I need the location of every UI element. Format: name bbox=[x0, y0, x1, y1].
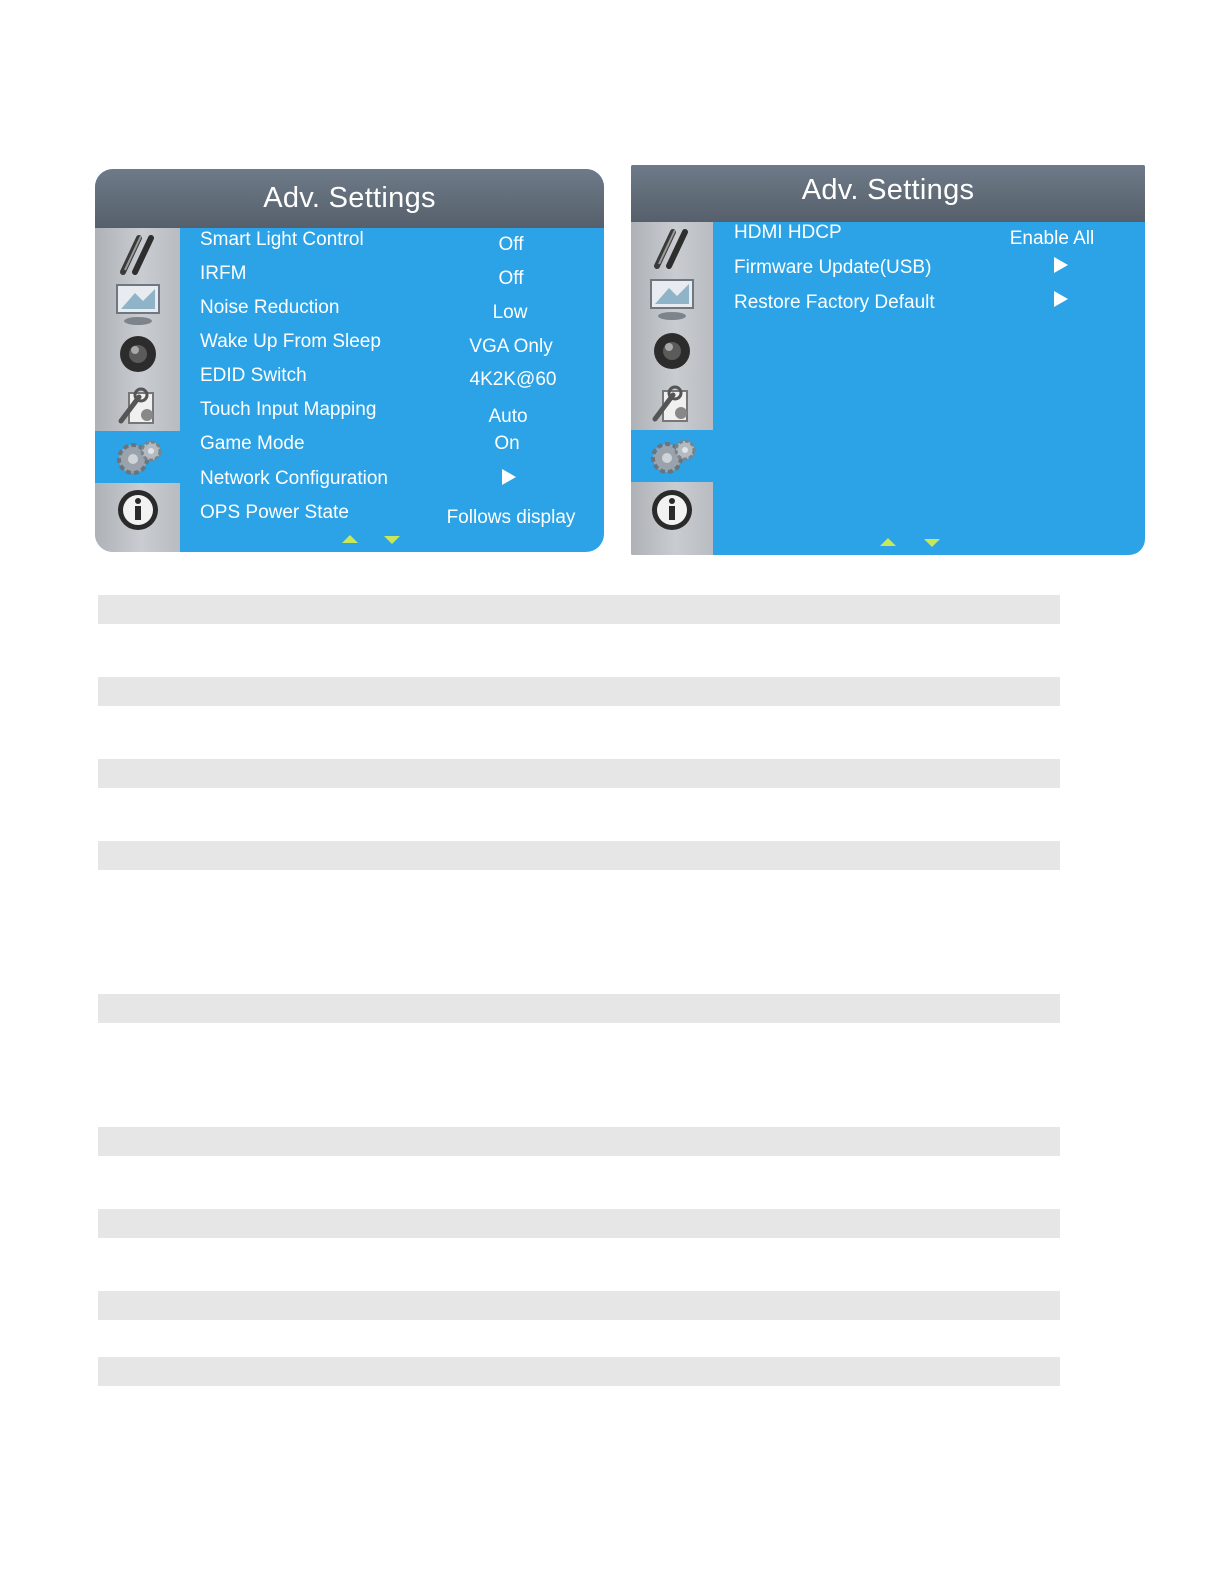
content-bar bbox=[98, 759, 1060, 788]
menu-item-firmware-update-usb[interactable]: Firmware Update(USB) bbox=[734, 257, 932, 278]
menu-value-wake-up-from-sleep: VGA Only bbox=[469, 336, 553, 357]
speaker-icon[interactable] bbox=[95, 328, 180, 380]
menu-item-restore-factory-default[interactable]: Restore Factory Default bbox=[734, 292, 935, 313]
menu-item-wake-up-from-sleep[interactable]: Wake Up From Sleep bbox=[200, 331, 381, 352]
info-icon[interactable] bbox=[631, 484, 713, 536]
content-bar bbox=[98, 595, 1060, 624]
menu-item-network-configuration[interactable]: Network Configuration bbox=[200, 468, 388, 489]
menu-item-game-mode[interactable]: Game Mode bbox=[200, 433, 305, 454]
gear-icon[interactable] bbox=[95, 431, 180, 483]
menu-sidebar bbox=[95, 228, 180, 552]
menu-value-smart-light-control: Off bbox=[498, 234, 524, 255]
menu-value-edid-switch: 4K2K@60 bbox=[469, 369, 557, 390]
content-bar bbox=[98, 677, 1060, 706]
monitor-icon[interactable] bbox=[631, 273, 713, 325]
menu-sidebar bbox=[631, 222, 713, 555]
content-bar bbox=[98, 1357, 1060, 1386]
submenu-arrow-icon[interactable] bbox=[1054, 291, 1068, 307]
menu-value-irfm: Off bbox=[498, 268, 524, 289]
speaker-icon[interactable] bbox=[631, 325, 713, 377]
content-bar bbox=[98, 994, 1060, 1023]
scroll-down-icon[interactable] bbox=[384, 536, 400, 544]
scroll-down-icon[interactable] bbox=[924, 539, 940, 547]
menu-item-ops-power-state[interactable]: OPS Power State bbox=[200, 502, 349, 523]
menu-item-touch-input-mapping[interactable]: Touch Input Mapping bbox=[200, 399, 377, 420]
content-bar bbox=[98, 1127, 1060, 1156]
menu-value-noise-reduction: Low bbox=[492, 302, 528, 323]
info-icon[interactable] bbox=[95, 484, 180, 536]
menu-item-smart-light-control[interactable]: Smart Light Control bbox=[200, 229, 364, 250]
submenu-arrow-icon[interactable] bbox=[1054, 257, 1068, 273]
menu-item-noise-reduction[interactable]: Noise Reduction bbox=[200, 297, 340, 318]
menu-item-irfm[interactable]: IRFM bbox=[200, 263, 247, 284]
menu-value-hdmi-hdcp: Enable All bbox=[1009, 228, 1095, 249]
content-bar bbox=[98, 841, 1060, 870]
submenu-arrow-icon[interactable] bbox=[502, 469, 516, 485]
menu-value-ops-power-state: Follows display bbox=[446, 507, 576, 528]
cables-icon[interactable] bbox=[95, 228, 180, 280]
menu-item-edid-switch[interactable]: EDID Switch bbox=[200, 365, 307, 386]
tools-icon[interactable] bbox=[631, 378, 713, 430]
menu-title: Adv. Settings bbox=[631, 165, 1145, 222]
adv-settings-menu-right bbox=[631, 165, 1145, 555]
content-bar bbox=[98, 1291, 1060, 1320]
scroll-up-icon[interactable] bbox=[880, 538, 896, 546]
content-bar bbox=[98, 1209, 1060, 1238]
menu-value-game-mode: On bbox=[494, 433, 520, 454]
tools-icon[interactable] bbox=[95, 380, 180, 432]
menu-item-hdmi-hdcp[interactable]: HDMI HDCP bbox=[734, 222, 842, 243]
adv-settings-menu-left bbox=[95, 169, 604, 552]
menu-title: Adv. Settings bbox=[95, 169, 604, 228]
menu-value-touch-input-mapping: Auto bbox=[488, 406, 528, 427]
scroll-up-icon[interactable] bbox=[342, 535, 358, 543]
gear-icon[interactable] bbox=[631, 430, 713, 482]
monitor-icon[interactable] bbox=[95, 278, 180, 330]
cables-icon[interactable] bbox=[631, 222, 713, 274]
